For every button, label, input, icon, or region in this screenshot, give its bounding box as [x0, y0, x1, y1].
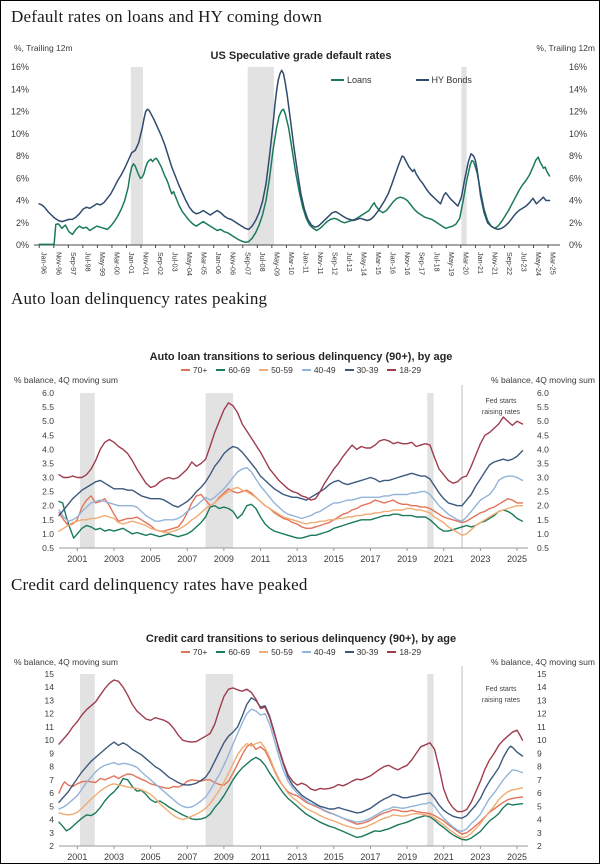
recession-band — [461, 67, 466, 245]
y-tick-label-left: 12% — [10, 106, 29, 117]
y-tick-label-right: 6% — [569, 173, 583, 184]
y-tick-label-left: 2.0 — [42, 500, 54, 511]
x-tick-label: Sep-12 — [330, 252, 340, 276]
legend-label: 50-59 — [271, 365, 293, 375]
x-tick-label: 2015 — [323, 852, 344, 862]
y-tick-label-right: 4% — [569, 195, 583, 206]
legend-swatch-60-69 — [216, 369, 225, 371]
legend-item — [216, 365, 250, 375]
recession-band — [427, 393, 433, 548]
y-tick-label-right: 5.0 — [537, 416, 549, 427]
x-tick-label: Mar-10 — [286, 252, 296, 275]
legend-item — [302, 365, 336, 375]
y-tick-label-right: 1.5 — [537, 514, 549, 525]
x-tick-label: 2017 — [360, 852, 381, 862]
series-line-18-29 — [59, 403, 523, 500]
y-tick-label-left: 3 — [49, 827, 54, 838]
y-tick-label-left: 7 — [49, 774, 54, 785]
y-tick-label-left: 2.5 — [42, 486, 54, 497]
recession-band — [131, 67, 143, 245]
y-tick-label-right: 6.0 — [537, 388, 549, 398]
y-tick-label-left: 11 — [45, 721, 54, 732]
y-tick-label-left: 6% — [15, 173, 29, 184]
x-tick-label: Mar-00 — [112, 252, 122, 275]
y-tick-label-left: 4.0 — [42, 444, 54, 455]
x-tick-label: Jul-23 — [519, 252, 529, 272]
y-tick-label-right: 4.0 — [537, 444, 549, 455]
x-tick-label: May-24 — [534, 252, 544, 276]
legend-label: Loans — [347, 75, 372, 85]
x-tick-label: Jul-18 — [432, 252, 442, 272]
y-tick-label-right: 9 — [537, 748, 542, 759]
x-tick-label: 2013 — [287, 852, 308, 862]
series-line-40-49 — [59, 468, 523, 522]
legend-item — [387, 647, 421, 657]
y-tick-label-right: 14% — [569, 84, 588, 95]
y-tick-label-left: 3.5 — [42, 458, 54, 469]
y-tick-label-right: 16% — [569, 62, 588, 72]
y-tick-label-left: 9 — [49, 748, 54, 759]
x-tick-label: 2017 — [360, 554, 381, 564]
x-tick-label: Jan-21 — [475, 252, 485, 274]
y-tick-label-right: 3.0 — [537, 472, 549, 483]
y-tick-label-left: 8% — [15, 151, 29, 161]
y-tick-label-left: 2 — [49, 841, 54, 851]
y-tick-label-left: 0% — [15, 240, 29, 250]
x-tick-label: 2005 — [140, 554, 161, 564]
x-tick-label: 2021 — [433, 554, 454, 564]
y-tick-label-right: 13 — [537, 695, 547, 706]
right-axis-units-label: % balance, 4Q moving sum — [491, 375, 595, 385]
legend — [1, 365, 600, 375]
y-tick-label-right: 2 — [537, 841, 542, 851]
y-tick-label-right: 0% — [569, 240, 583, 250]
legend-swatch-HY Bonds — [416, 79, 429, 81]
legend — [1, 647, 600, 657]
heading-default-rates: Default rates on loans and HY coming down — [11, 7, 323, 26]
left-axis-units-label: % balance, 4Q moving sum — [14, 657, 118, 667]
legend-item — [259, 647, 293, 657]
legend-item — [331, 75, 372, 85]
y-tick-label-right: 12% — [569, 106, 588, 117]
left-axis-units-label: % balance, 4Q moving sum — [14, 375, 118, 385]
x-tick-label: 2011 — [250, 554, 271, 564]
fed-rate-annotation — [464, 397, 538, 419]
x-tick-label: 2021 — [433, 852, 454, 862]
x-tick-label: Sep-17 — [417, 252, 427, 276]
plot-canvas — [1, 37, 600, 299]
chart-title: Credit card transitions to serious delinquency (90+), by age — [145, 633, 457, 645]
heading-credit-card: Credit card delinquency rates have peaked — [11, 575, 308, 594]
series-line-70+ — [59, 489, 523, 531]
y-tick-label-right: 14 — [537, 682, 547, 693]
y-tick-label-right: 2.5 — [537, 486, 549, 497]
right-axis-units-label: %, Trailing 12m — [536, 43, 595, 53]
x-tick-label: 2007 — [177, 852, 198, 862]
legend-label: 70+ — [192, 647, 208, 657]
legend-swatch-Loans — [331, 79, 344, 81]
fed-rate-annotation-line2: raising rates — [481, 408, 521, 416]
y-tick-label-left: 1.5 — [42, 514, 54, 525]
fed-rate-annotation-line1: Fed starts — [485, 398, 517, 405]
legend-swatch-70+ — [181, 369, 190, 371]
recession-band — [206, 674, 234, 846]
legend-item — [345, 365, 379, 375]
legend-item — [345, 647, 379, 657]
x-tick-label: 2003 — [103, 852, 124, 862]
x-tick-label: Jan-06 — [214, 252, 224, 274]
x-tick-label: Jan-11 — [301, 252, 311, 274]
x-tick-label: May-99 — [97, 252, 107, 276]
y-tick-label-left: 10 — [44, 735, 54, 746]
y-tick-label-left: 6 — [49, 788, 54, 799]
x-tick-label: Nov-21 — [490, 252, 500, 276]
x-tick-label: Jan-96 — [39, 252, 49, 274]
x-tick-label: 2005 — [140, 852, 161, 862]
legend-label: HY Bonds — [431, 75, 472, 85]
series-line-50-59 — [59, 742, 523, 838]
y-tick-label-right: 8% — [569, 151, 583, 161]
x-tick-label: 2003 — [103, 554, 124, 564]
legend-label: 40-49 — [313, 647, 336, 657]
y-tick-label-right: 5.5 — [537, 402, 549, 413]
x-tick-label: Sep-02 — [156, 252, 166, 276]
legend-item — [259, 365, 293, 375]
y-tick-label-left: 5.0 — [42, 416, 54, 427]
y-tick-label-right: 3.5 — [537, 458, 549, 469]
default-rates-chart — [1, 37, 600, 299]
legend-label: 70+ — [192, 365, 208, 375]
legend-item — [387, 365, 421, 375]
y-tick-label-left: 12 — [44, 708, 54, 719]
legend-label: 18-29 — [399, 365, 422, 375]
x-tick-label: 2001 — [67, 554, 88, 564]
legend-label: 60-69 — [228, 365, 251, 375]
legend-item — [181, 365, 207, 375]
fed-rate-annotation-line1: Fed starts — [485, 686, 517, 693]
x-tick-label: Jul-98 — [83, 252, 93, 272]
y-tick-label-right: 10% — [569, 128, 588, 139]
series-line-Loans — [39, 109, 549, 244]
x-tick-label: Mar-20 — [461, 252, 471, 275]
y-tick-label-left: 8 — [49, 761, 54, 772]
right-axis-units-label: % balance, 4Q moving sum — [491, 657, 595, 667]
y-tick-label-left: 16% — [10, 62, 29, 72]
chart-title: US Speculative grade default rates — [210, 50, 392, 62]
x-tick-label: 2025 — [506, 554, 528, 564]
plot-canvas — [1, 339, 600, 579]
y-tick-label-left: 15 — [44, 669, 54, 679]
x-tick-label: May-14 — [359, 252, 369, 276]
recession-band — [206, 393, 234, 548]
y-tick-label-right: 12 — [537, 708, 547, 719]
y-tick-label-right: 4.5 — [537, 430, 549, 441]
x-tick-label: Jan-16 — [388, 252, 398, 274]
x-tick-label: 2001 — [67, 852, 88, 862]
x-tick-label: Jan-01 — [126, 252, 136, 274]
legend — [331, 75, 472, 85]
y-tick-label-left: 13 — [44, 695, 54, 706]
legend-label: 30-39 — [356, 365, 379, 375]
legend-swatch-18-29 — [387, 651, 396, 653]
x-tick-label: 2013 — [287, 554, 308, 564]
legend-swatch-50-59 — [259, 369, 268, 371]
legend-label: 30-39 — [356, 647, 379, 657]
x-tick-label: 2009 — [213, 554, 234, 564]
x-tick-label: 2019 — [397, 554, 418, 564]
y-tick-label-right: 2% — [569, 217, 583, 228]
legend-item — [302, 647, 336, 657]
y-tick-label-right: 10 — [537, 735, 547, 746]
y-tick-label-left: 10% — [10, 128, 29, 139]
y-tick-label-right: 2.0 — [537, 500, 549, 511]
y-tick-label-left: 6.0 — [42, 388, 54, 398]
legend-label: 40-49 — [313, 365, 336, 375]
series-line-HY Bonds — [39, 70, 549, 229]
legend-item — [416, 75, 472, 85]
x-tick-label: 2023 — [470, 852, 491, 862]
x-tick-label: Nov-96 — [54, 252, 64, 276]
y-tick-label-right: 4 — [537, 814, 542, 825]
y-tick-label-right: 7 — [537, 774, 542, 785]
recession-band — [427, 674, 433, 846]
x-tick-label: Jul-08 — [257, 252, 267, 272]
x-tick-label: May-04 — [185, 252, 195, 276]
legend-label: 60-69 — [228, 647, 251, 657]
y-tick-label-left: 4% — [15, 195, 29, 206]
legend-swatch-70+ — [181, 651, 190, 653]
legend-swatch-50-59 — [259, 651, 268, 653]
auto-loan-chart — [1, 339, 600, 579]
x-tick-label: 2009 — [213, 852, 234, 862]
x-tick-label: 2015 — [323, 554, 344, 564]
recession-band — [80, 393, 95, 548]
y-tick-label-right: 0.5 — [537, 543, 549, 553]
y-tick-label-left: 1.0 — [42, 528, 54, 539]
y-tick-label-left: 2% — [15, 217, 29, 228]
y-tick-label-left: 0.5 — [42, 543, 54, 553]
y-tick-label-left: 4.5 — [42, 430, 54, 441]
y-tick-label-right: 8 — [537, 761, 542, 772]
legend-label: 50-59 — [271, 647, 293, 657]
credit-card-chart — [1, 621, 600, 864]
y-tick-label-right: 11 — [537, 721, 546, 732]
y-tick-label-right: 3 — [537, 827, 542, 838]
legend-label: 18-29 — [399, 647, 422, 657]
y-tick-label-right: 15 — [537, 669, 547, 679]
y-tick-label-left: 5.5 — [42, 402, 54, 413]
y-tick-label-left: 5 — [49, 801, 54, 812]
y-tick-label-left: 3.0 — [42, 472, 54, 483]
legend-swatch-60-69 — [216, 651, 225, 653]
x-tick-label: Nov-06 — [228, 252, 238, 276]
y-tick-label-left: 14 — [44, 682, 54, 693]
x-tick-label: 2007 — [177, 554, 198, 564]
legend-swatch-30-39 — [345, 651, 354, 653]
y-tick-label-right: 6 — [537, 788, 542, 799]
x-tick-label: Sep-07 — [243, 252, 253, 276]
legend-swatch-18-29 — [387, 369, 396, 371]
chart-title: Auto loan transitions to serious delinquency (90+), by age — [149, 351, 453, 363]
x-tick-label: Nov-11 — [315, 252, 325, 275]
left-axis-units-label: %, Trailing 12m — [14, 43, 73, 53]
y-tick-label-right: 5 — [537, 801, 542, 812]
x-tick-label: Nov-01 — [141, 252, 151, 276]
legend-item — [216, 647, 250, 657]
legend-swatch-30-39 — [345, 369, 354, 371]
fed-rate-annotation — [464, 685, 538, 707]
legend-item — [181, 647, 207, 657]
x-tick-label: Sep-22 — [504, 252, 514, 276]
series-line-40-49 — [59, 709, 523, 831]
x-tick-label: Mar-25 — [548, 252, 558, 275]
x-tick-label: May-09 — [272, 252, 282, 276]
fed-rate-annotation-line2: raising rates — [481, 696, 521, 704]
x-tick-label: 2025 — [506, 852, 528, 862]
x-tick-label: 2019 — [397, 852, 418, 862]
x-tick-label: Mar-05 — [199, 252, 209, 275]
x-tick-label: Sep-97 — [68, 252, 78, 276]
heading-auto-loan: Auto loan delinquency rates peaking — [11, 289, 268, 308]
x-tick-label: Jul-13 — [345, 252, 355, 272]
x-tick-label: Mar-15 — [374, 252, 384, 275]
plot-canvas — [1, 621, 600, 864]
x-tick-label: 2011 — [250, 852, 271, 862]
x-tick-label: May-19 — [446, 252, 456, 276]
y-tick-label-left: 14% — [10, 84, 29, 95]
series-line-70+ — [59, 744, 523, 835]
x-tick-label: Jul-03 — [170, 252, 180, 272]
legend-swatch-40-49 — [302, 369, 311, 371]
legend-swatch-40-49 — [302, 651, 311, 653]
y-tick-label-left: 4 — [49, 814, 54, 825]
x-tick-label: 2023 — [470, 554, 491, 564]
series-line-50-59 — [59, 487, 523, 535]
x-tick-label: Nov-16 — [403, 252, 413, 276]
y-tick-label-right: 1.0 — [537, 528, 549, 539]
